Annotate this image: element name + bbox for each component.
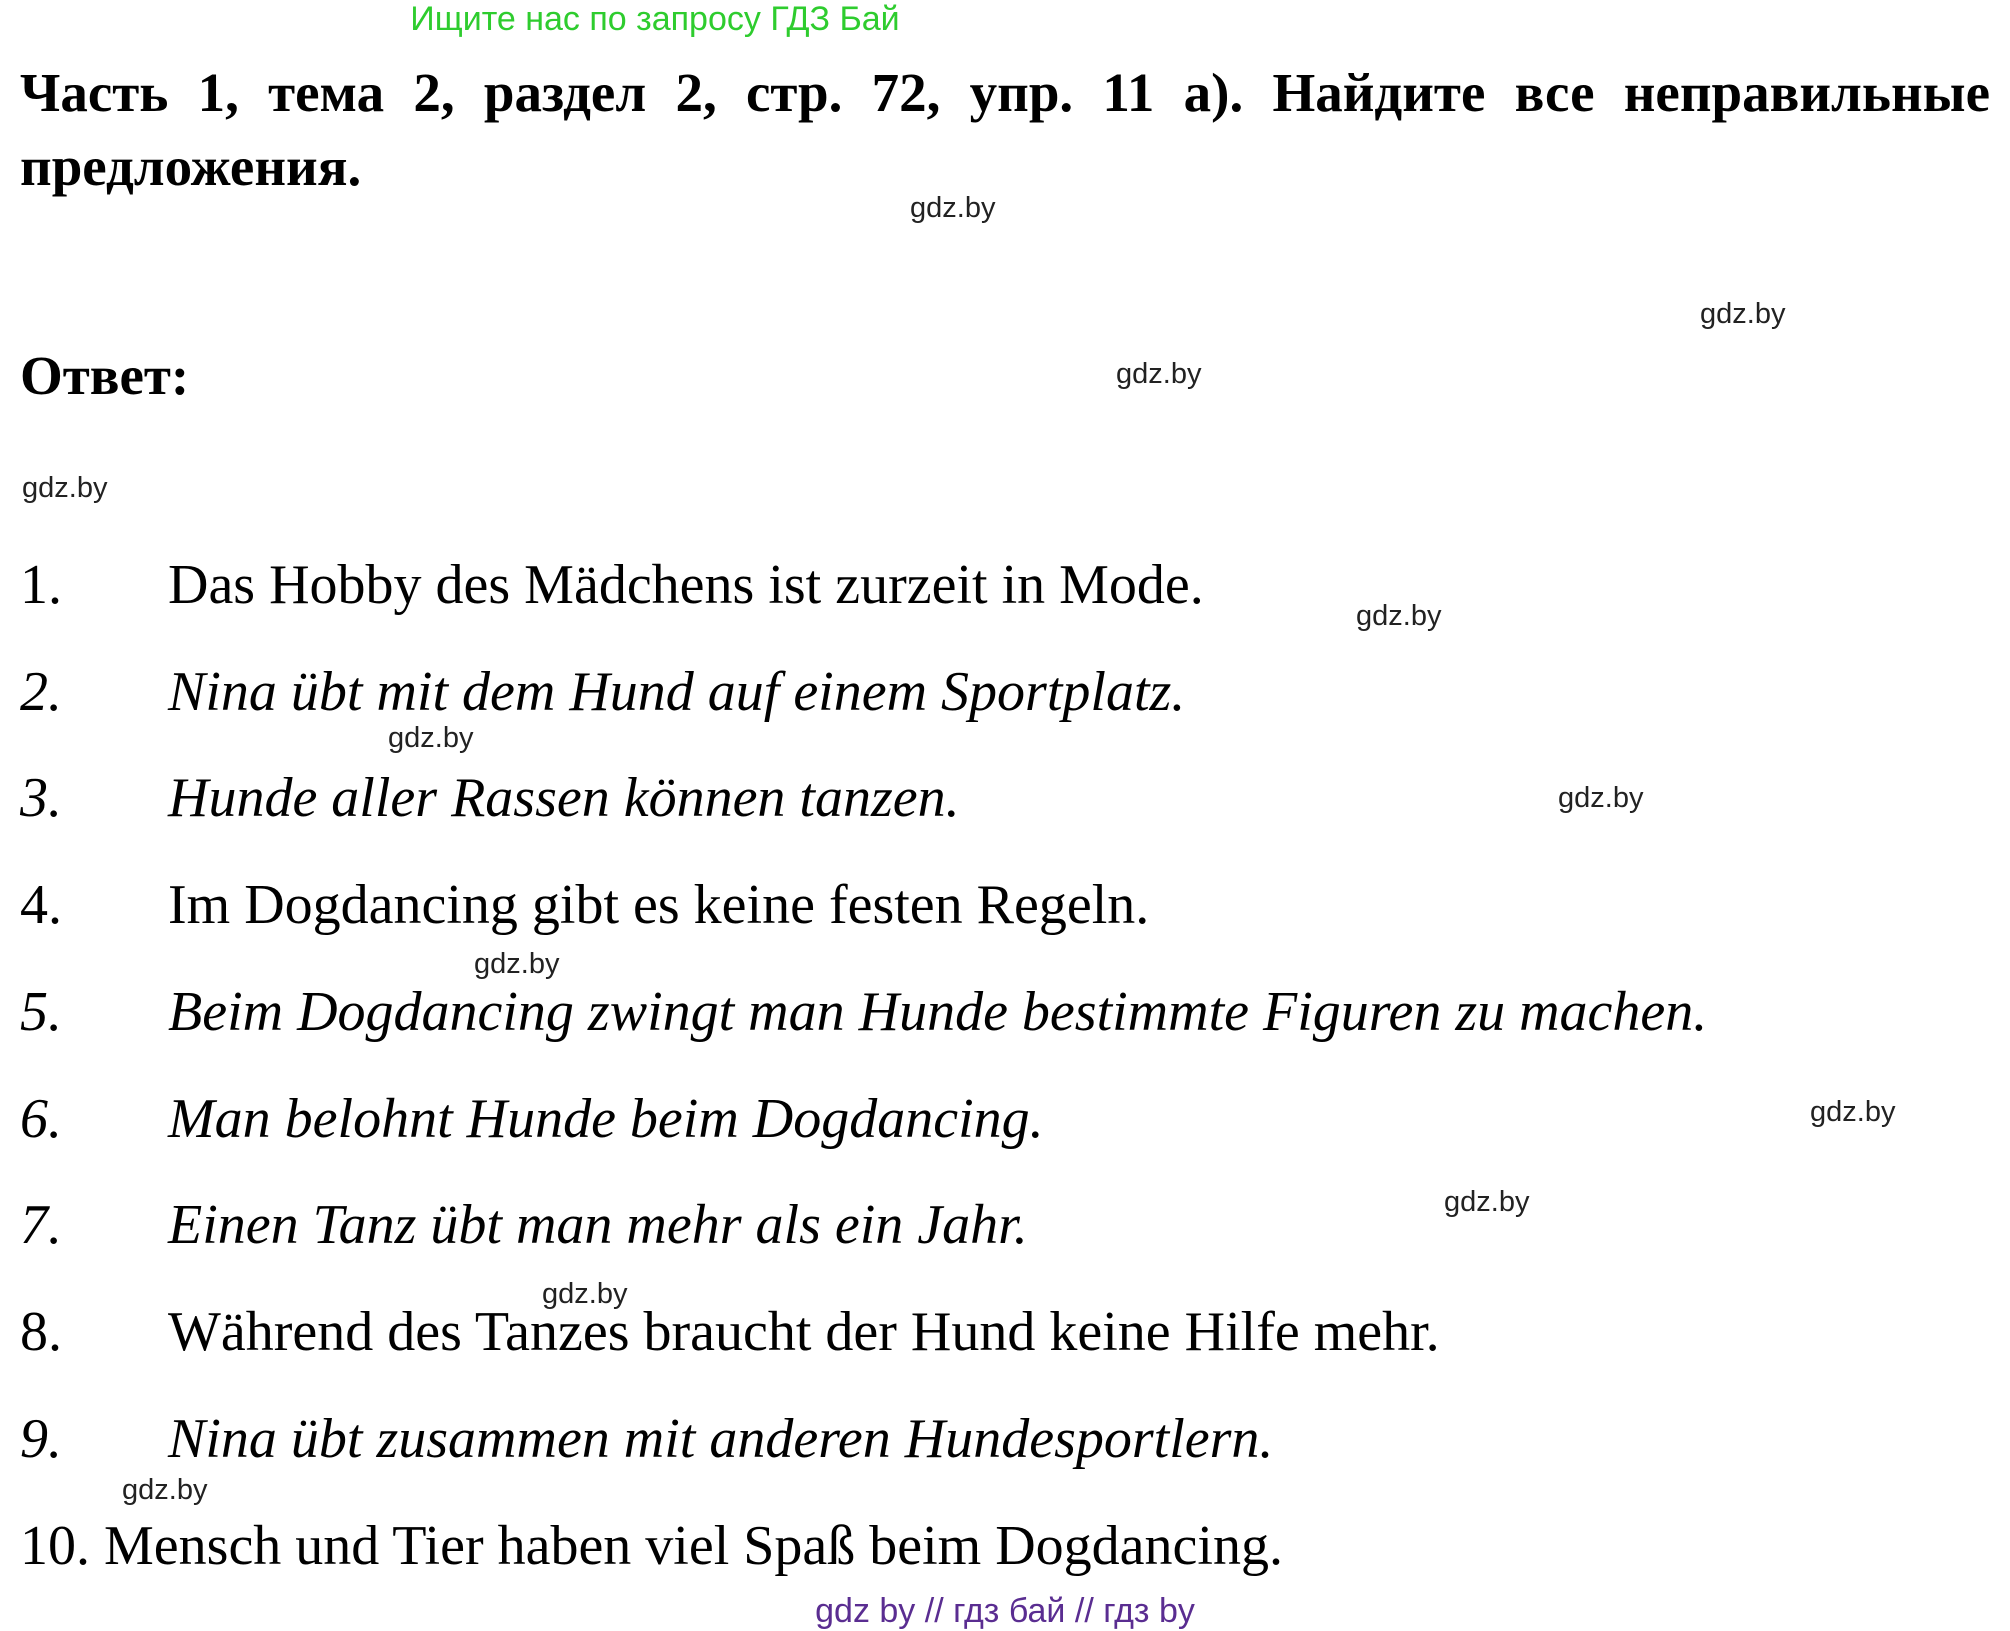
item-text: Nina übt zusammen mit anderen Hundesportlern. [168, 1408, 1274, 1470]
list-item: 10. Mensch und Tier haben viel Spaß beim Dogdancing. [20, 1515, 1283, 1577]
item-text: Hunde aller Rassen können tanzen. [168, 767, 960, 829]
watermark: gdz.by [542, 1278, 628, 1310]
item-text: Während des Tanzes braucht der Hund keine Hilfe mehr. [168, 1301, 1440, 1363]
watermark: gdz.by [388, 722, 474, 754]
watermark: gdz.by [1558, 782, 1644, 814]
watermark: gdz.by [1444, 1186, 1530, 1218]
list-item [0, 555, 1800, 619]
watermark: gdz.by [1356, 600, 1442, 632]
item-number: 1. [20, 554, 62, 616]
list-item [0, 1195, 1800, 1259]
item-text: Man belohnt Hunde beim Dogdancing. [168, 1088, 1044, 1150]
item-number: 4. [20, 874, 62, 936]
watermark: gdz.by [1116, 358, 1202, 390]
item-number: 3. [20, 767, 62, 829]
item-number: 8. [20, 1301, 62, 1363]
top-banner: Ищите нас по запросу ГДЗ Бай [410, 0, 900, 38]
item-text: Im Dogdancing gibt es keine festen Regeln. [168, 874, 1150, 936]
list-item [0, 768, 1800, 832]
list-item [0, 1302, 1800, 1366]
list-item [0, 982, 1900, 1046]
item-number: 5. [20, 981, 62, 1043]
item-number: 9. [20, 1408, 62, 1470]
list-item [0, 1409, 1800, 1473]
footer-watermark: gdz by // гдз бай // гдз by [815, 1592, 1195, 1630]
item-text: Beim Dogdancing zwingt man Hunde bestimmte Figuren zu machen. [168, 981, 1708, 1043]
task-title: Часть 1, тема 2, раздел 2, стр. 72, упр. 11 а). Найдите все неправильные предложения. [20, 62, 1990, 197]
watermark: gdz.by [22, 472, 108, 504]
item-number: 6. [20, 1088, 62, 1150]
answer-label: Ответ: [20, 345, 190, 406]
list-item [0, 662, 1800, 726]
item-text: Das Hobby des Mädchens ist zurzeit in Mode. [168, 554, 1204, 616]
list-item [0, 875, 1800, 939]
item-text: Einen Tanz übt man mehr als ein Jahr. [168, 1194, 1028, 1256]
item-number: 7. [20, 1194, 62, 1256]
watermark: gdz.by [910, 192, 996, 224]
item-text: Nina übt mit dem Hund auf einem Sportplatz. [168, 661, 1186, 723]
item-number: 2. [20, 661, 62, 723]
watermark: gdz.by [474, 948, 560, 980]
list-item [0, 1089, 1800, 1153]
watermark: gdz.by [122, 1474, 208, 1506]
watermark: gdz.by [1810, 1096, 1896, 1128]
watermark: gdz.by [1700, 298, 1786, 330]
